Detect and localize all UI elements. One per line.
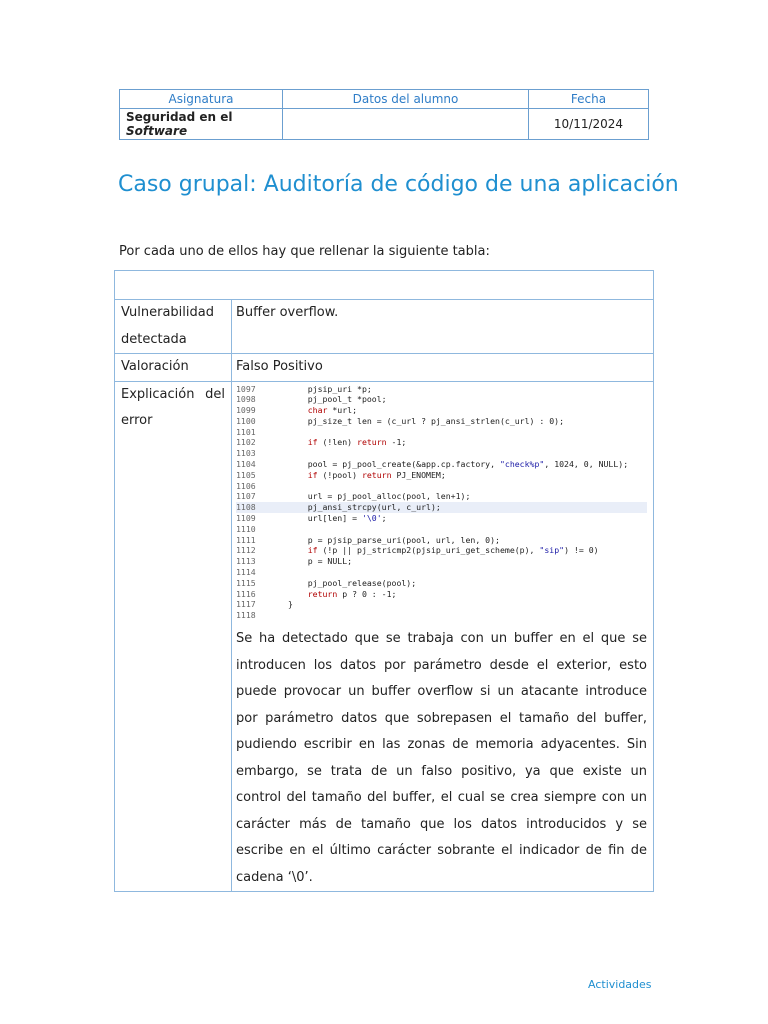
code-text: if (!len) return -1; (307, 437, 407, 448)
table-row (115, 354, 654, 382)
code-line (236, 481, 647, 492)
table-header-row (115, 271, 654, 300)
vulnerability-table (114, 270, 654, 892)
line-number: 1101 (236, 426, 256, 437)
code-line (236, 459, 647, 470)
code-line (236, 578, 647, 589)
header-date-value: 10/11/2024 (529, 109, 649, 140)
vulnerability-label: Vulnerabilidad detectada (115, 300, 232, 354)
assessment-value: Falso Positivo (232, 354, 654, 382)
line-number: 1115 (236, 577, 256, 588)
subject-italic: Software (126, 124, 188, 138)
line-number: 1097 (236, 383, 256, 394)
code-text: pool = pj_pool_create(&app.cp.factory, "check%p", 1024, 0, NULL); (288, 459, 629, 470)
assessment-label: Valoración (115, 354, 232, 382)
vulnerability-value: Buffer overflow. (232, 300, 654, 354)
code-text: pj_size_t len = (c_url ? pj_ansi_strlen(c_url) : 0); (288, 415, 565, 426)
code-text: if (!pool) return PJ_ENOMEM; (307, 469, 446, 480)
explanation-text: Se ha detectado que se trabaja con un buffer en el que se introducen los datos por parámetro desde el exterior, esto puede provocar un buffer overflow si un atacante introduce por parámetro datos que sobrepasen el tamaño del buffer, pudiendo escribir en las zonas de memoria adyacentes. Sin embargo, se trata de un falso positivo, ya que existe un control del tamaño del buffer, el cual se crea siempre con un carácter más de tamaño que los datos introducidos y se escribe en el último carácter sobrante el indicador de fin de cadena ‘\0’. (236, 631, 647, 885)
code-line (236, 567, 647, 578)
code-line (236, 405, 647, 416)
code-screenshot (236, 384, 647, 622)
line-number: 1113 (236, 556, 256, 567)
code-text: p = NULL; (288, 556, 353, 567)
line-number: 1117 (236, 599, 256, 610)
header-student-label: Datos del alumno (283, 90, 529, 109)
code-text: url = pj_pool_alloc(pool, len+1); (288, 491, 471, 502)
subject-prefix: Seguridad en el (126, 110, 233, 124)
code-text: pj_pool_release(pool); (288, 577, 417, 588)
code-text: return p ? 0 : -1; (307, 588, 397, 599)
line-number: 1099 (236, 405, 256, 416)
code-text: pjsip_uri *p; (288, 383, 372, 394)
code-line (236, 599, 647, 610)
code-line (236, 491, 647, 502)
explanation-cell (232, 381, 654, 892)
line-number: 1105 (236, 469, 256, 480)
code-text: char *url; (307, 405, 358, 416)
page-title: Caso grupal: Auditoría de código de una aplicación (118, 172, 679, 197)
code-line (236, 427, 647, 438)
code-line (236, 470, 647, 481)
code-line (236, 535, 647, 546)
code-text: } (288, 599, 293, 610)
line-number: 1109 (236, 513, 256, 524)
line-number: 1102 (236, 437, 256, 448)
code-line (236, 524, 647, 535)
code-line (236, 448, 647, 459)
line-number: 1100 (236, 415, 256, 426)
line-number: 1104 (236, 459, 256, 470)
line-number: 1116 (236, 588, 256, 599)
line-number: 1112 (236, 545, 256, 556)
intro-text: Por cada uno de ellos hay que rellenar la siguiente tabla: (119, 244, 490, 259)
line-number: 1107 (236, 491, 256, 502)
table-row (115, 381, 654, 892)
code-text: p = pjsip_parse_uri(pool, url, len, 0); (288, 534, 500, 545)
code-line (236, 394, 647, 405)
line-number: 1098 (236, 394, 256, 405)
line-number: 1106 (236, 480, 256, 491)
code-line (236, 384, 647, 395)
line-number: 1103 (236, 448, 256, 459)
code-text: url[len] = '\0'; (288, 513, 387, 524)
header-subject-value (120, 109, 283, 140)
header-date-label: Fecha (529, 90, 649, 109)
code-line (236, 502, 647, 513)
line-number: 1110 (236, 523, 256, 534)
code-text: pj_ansi_strcpy(url, c_url); (288, 502, 441, 513)
table-row (115, 300, 654, 354)
line-number: 1111 (236, 534, 256, 545)
code-line (236, 437, 647, 448)
code-line (236, 556, 647, 567)
header-student-value (283, 109, 529, 140)
code-text: pj_pool_t *pool; (288, 394, 387, 405)
line-number: 1108 (236, 502, 256, 513)
line-number: 1118 (236, 610, 256, 621)
code-line (236, 416, 647, 427)
footer-label: Actividades (588, 978, 652, 991)
code-line (236, 589, 647, 600)
explanation-label: Explicación del error (115, 381, 232, 892)
header-subject-label: Asignatura (120, 90, 283, 109)
code-line (236, 545, 647, 556)
header-table (119, 89, 649, 140)
line-number: 1114 (236, 567, 256, 578)
code-text: if (!p || pj_stricmp2(pjsip_uri_get_scheme(p), "sip") != 0) (307, 545, 599, 556)
code-line (236, 610, 647, 621)
code-line (236, 513, 647, 524)
